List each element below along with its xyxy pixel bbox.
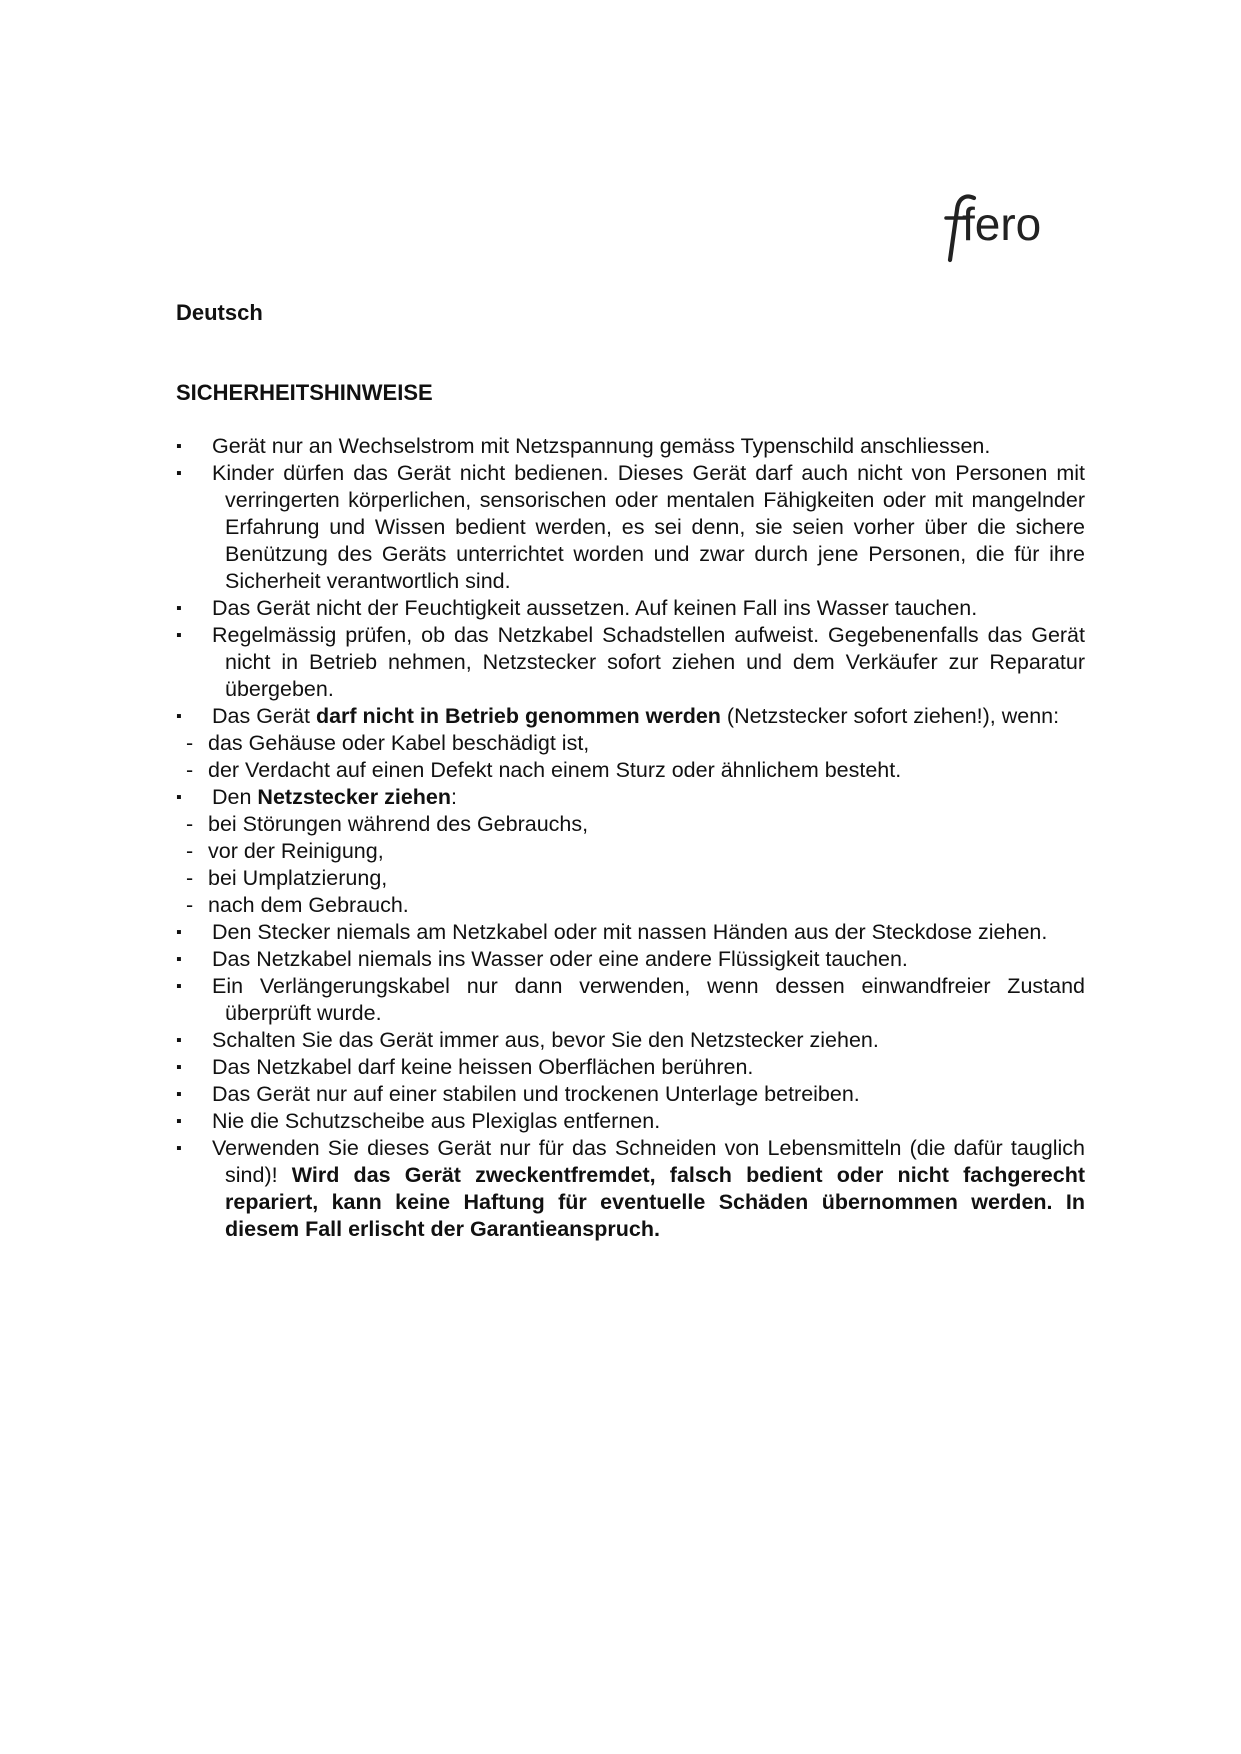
sub-list-item-text: vor der Reinigung, — [208, 839, 384, 863]
bullet-icon: ▪ — [176, 627, 182, 644]
text-segment: : — [451, 785, 457, 809]
bullet-icon: ▪ — [176, 1059, 182, 1076]
fero-logo — [944, 190, 1069, 270]
bullet-icon: ▪ — [176, 1086, 182, 1103]
list-item-text: Gerät nur an Wechselstrom mit Netzspannung gemäss Typenschild anschliessen. — [212, 434, 991, 458]
sub-list-item-text: bei Störungen während des Gebrauchs, — [208, 812, 589, 836]
dash-marker: - — [186, 758, 194, 782]
sub-list-item — [170, 838, 1085, 865]
sub-list-item-text: nach dem Gebrauch. — [208, 893, 409, 917]
list-item — [170, 1027, 1085, 1054]
bullet-icon: ▪ — [176, 1032, 182, 1049]
sub-list-item — [170, 811, 1085, 838]
list-item — [170, 595, 1085, 622]
list-item — [170, 1081, 1085, 1108]
dash-marker: - — [186, 731, 194, 755]
list-item — [170, 784, 1085, 811]
sub-list-item — [170, 892, 1085, 919]
bullet-icon: ▪ — [176, 924, 182, 941]
sub-list-item-text: das Gehäuse oder Kabel beschädigt ist, — [208, 731, 590, 755]
bullet-icon: ▪ — [176, 438, 182, 455]
list-item — [170, 703, 1085, 730]
list-item-text — [212, 784, 1085, 811]
sub-list-item-text: der Verdacht auf einen Defekt nach einem Sturz oder ähnlichem besteht. — [208, 758, 902, 782]
sub-list-item — [170, 865, 1085, 892]
fero-logo-icon — [944, 190, 1069, 270]
emphasis-text: Wird das Gerät zweckentfremdet, falsch bedient oder nicht fachgerecht repariert, kann keine Haftung für eventuelle Schäden übernommen werden. In diesem Fall erlischt der Garantieanspruch. — [225, 1163, 1085, 1241]
bullet-icon: ▪ — [176, 600, 182, 617]
list-item-text — [212, 1135, 1085, 1243]
sub-list-item — [170, 730, 1085, 757]
sub-list-item-text: bei Umplatzierung, — [208, 866, 388, 890]
list-item-text: Das Gerät nicht der Feuchtigkeit aussetzen. Auf keinen Fall ins Wasser tauchen. — [212, 596, 978, 620]
list-item-text: Nie die Schutzscheibe aus Plexiglas entfernen. — [212, 1109, 661, 1133]
text-segment: Verwenden Sie dieses Gerät nur für das Schneiden von Lebensmitteln (die dafür tauglich sind)! — [212, 1136, 1085, 1187]
emphasis-text: Netzstecker ziehen — [257, 785, 452, 809]
list-item — [170, 460, 1085, 595]
list-item-text — [212, 703, 1085, 730]
bullet-icon: ▪ — [176, 708, 182, 725]
bullet-icon: ▪ — [176, 1113, 182, 1130]
dash-marker: - — [186, 866, 194, 890]
bullet-icon: ▪ — [176, 465, 182, 482]
bullet-icon: ▪ — [176, 978, 182, 995]
list-item-text: Ein Verlängerungskabel nur dann verwenden, wenn dessen einwandfreier Zustand überprüft wurde. — [212, 974, 1085, 1025]
list-item-text: Schalten Sie das Gerät immer aus, bevor Sie den Netzstecker ziehen. — [212, 1028, 879, 1052]
list-item-text: Das Netzkabel niemals ins Wasser oder eine andere Flüssigkeit tauchen. — [212, 947, 908, 971]
safety-list — [170, 433, 1085, 1243]
list-item-text: Den Stecker niemals am Netzkabel oder mit nassen Händen aus der Steckdose ziehen. — [212, 920, 1048, 944]
text-segment: (Netzstecker sofort ziehen!), wenn: — [720, 704, 1060, 728]
language-heading: Deutsch — [176, 300, 263, 325]
section-title: SICHERHEITSHINWEISE — [176, 380, 433, 405]
emphasis-text: darf nicht in Betrieb genommen werden — [315, 704, 721, 728]
dash-marker: - — [186, 812, 194, 836]
dash-marker: - — [186, 893, 194, 917]
text-segment: Den — [212, 785, 258, 809]
list-item-text: Das Gerät nur auf einer stabilen und trockenen Unterlage betreiben. — [212, 1082, 860, 1106]
list-item-text: Kinder dürfen das Gerät nicht bedienen. Dieses Gerät darf auch nicht von Personen mit verringerten körperlichen, sensorischen oder mentalen Fähigkeiten oder mit mangelnder Erfahrung und Wissen bedient werden, es sei denn, sie seien vorher über die sichere Benützung des Geräts unterrichtet worden und zwar durch jene Personen, die für ihre Sicherheit verantwortlich sind. — [212, 461, 1085, 593]
list-item — [170, 433, 1085, 460]
bullet-icon: ▪ — [176, 951, 182, 968]
list-item — [170, 1108, 1085, 1135]
bullet-icon: ▪ — [176, 1140, 182, 1157]
list-item — [170, 622, 1085, 703]
list-item-text: Regelmässig prüfen, ob das Netzkabel Schadstellen aufweist. Gegebenenfalls das Gerät nicht in Betrieb nehmen, Netzstecker sofort ziehen und dem Verkäufer zur Reparatur übergeben. — [212, 623, 1085, 701]
list-item-text: Das Netzkabel darf keine heissen Oberflächen berühren. — [212, 1055, 754, 1079]
list-item — [170, 946, 1085, 973]
sub-list-item — [170, 757, 1085, 784]
logo-text: fero — [962, 198, 1042, 250]
dash-marker: - — [186, 839, 194, 863]
list-item — [170, 1054, 1085, 1081]
bullet-icon: ▪ — [176, 789, 182, 806]
list-item — [170, 919, 1085, 946]
text-segment: Das Gerät — [212, 704, 316, 728]
list-item — [170, 1135, 1085, 1243]
list-item — [170, 973, 1085, 1027]
